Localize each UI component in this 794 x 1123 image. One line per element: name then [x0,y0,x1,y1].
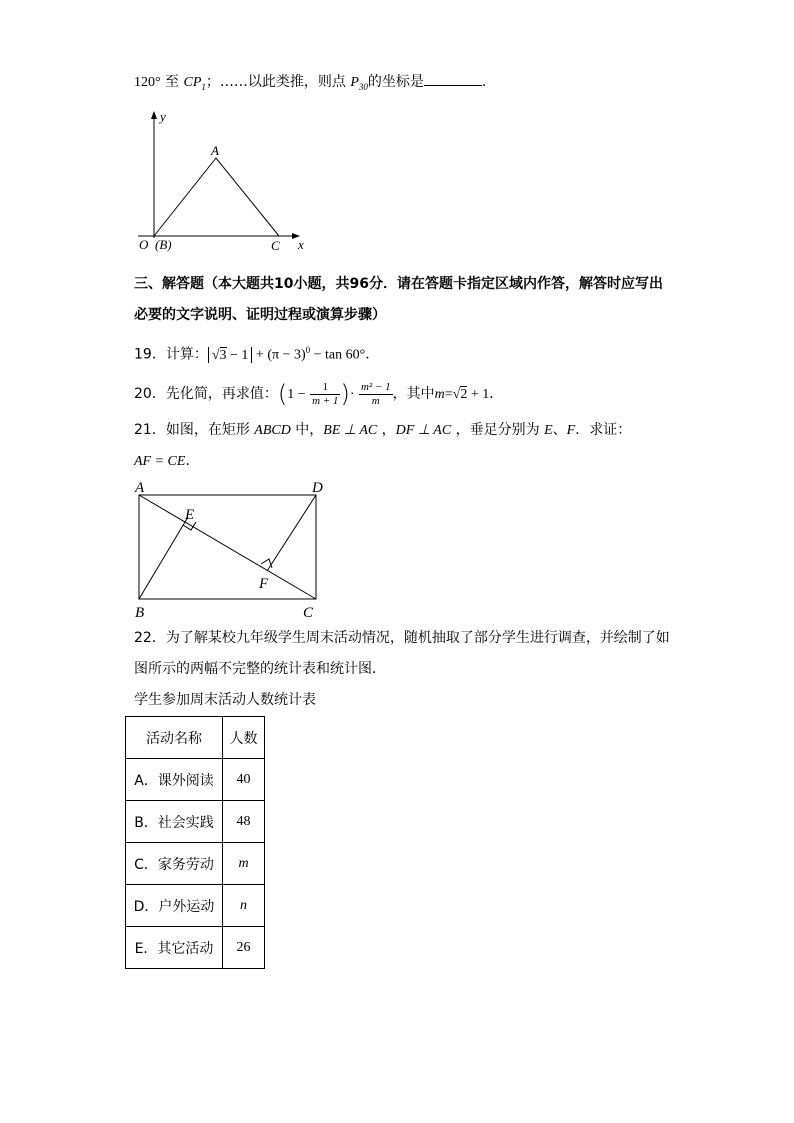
q21-text-b: 中， [290,422,324,438]
header-activity: 活动名称 [126,717,223,759]
table-row [126,759,265,801]
q18-rest: ；……以此类推，则点 [205,74,351,90]
table-row [126,927,265,969]
triangle-figure [134,108,314,258]
q21-line2-end: ． [185,453,200,469]
activity-cell: D．户外运动 [126,885,223,927]
q18-period: . [481,74,487,90]
point-b-label: (B) [155,237,172,252]
sqrt3-arg: 3 [219,347,227,363]
count-cell: 26 [223,927,265,969]
label-c: C [303,605,314,621]
activity-cell: C．家务劳动 [126,843,223,885]
label-d: D [312,480,323,496]
q21-comma: ， [377,422,396,438]
sqrt2-arg: 2 [460,387,468,402]
y-label: y [160,109,166,124]
equals-sign: = [444,387,453,402]
answer-blank [424,71,482,86]
section3-line1: 三、解答题（本大题共10小题，共96分．请在答题卡指定区域内作答，解答时应写出 [134,276,663,292]
minus-one: − 1 [226,347,249,363]
cp-sub: 1 [201,81,206,92]
to-text: 至 [160,74,184,90]
q22-line1: 22．为了解某校九年级学生周末活动情况，随机抽取了部分学生进行调查，并绘制了如 [134,630,670,646]
count-cell: 40 [223,759,265,801]
diagonal-ac [139,495,316,599]
rect-name: ABCD [254,423,291,438]
m-var: m [434,387,445,402]
table-header-row [126,717,265,759]
table-row [126,885,265,927]
label-a: A [135,480,145,496]
tan-term: − tan 60° [310,347,366,363]
foot-f: F [566,423,576,438]
q21-text-d: ．求证： [575,422,632,438]
point-a-label: A [211,143,219,158]
label-f: F [259,576,269,592]
table-row [126,843,265,885]
fraction-2-numerator: m² − 1 [360,380,391,393]
angle-text: 120° [134,75,161,90]
rectangle-figure [130,476,335,622]
one-minus: 1 − [287,387,306,402]
y-axis-arrow [151,111,157,119]
label-b: B [135,605,145,621]
foot-e: E [544,423,553,438]
count-cell: 48 [223,801,265,843]
point-o-label: O [139,237,149,252]
fraction-1 [310,381,340,408]
activity-table [125,716,265,969]
q20-period: ． [489,386,504,402]
q21-line2 [134,451,199,472]
q20-mid: ，其中 [392,386,435,402]
df-perp-ac: DF ⊥ AC [395,423,452,438]
count-cell: m [223,843,265,885]
count-cell: n [223,885,265,927]
q19-line: 19．计算： $√3 - 1 + (\pi - 3)^0 - \tan 60^\circ$． [134,345,380,363]
cp-label: CP [183,75,202,90]
activity-cell: B．社会实践 [126,801,223,843]
segment-be [139,517,188,599]
plus-sign: + [252,347,268,363]
be-perp-ac: BE ⊥ AC [323,423,378,438]
q22-line2: 图所示的两幅不完整的统计表和统计图． [134,661,386,677]
q19-period: ． [365,346,380,363]
triangle-sides [154,158,279,236]
abs-expression: √3 − 1 [208,347,253,363]
fraction-2-denominator: m [371,394,380,407]
q21-text-c: ，垂足分别为 [451,422,545,438]
p-sub: 30 [358,81,368,92]
exponent-zero: 0 [305,345,311,355]
label-e: E [185,507,195,523]
right-angle-e [183,522,196,530]
x-label: x [298,237,304,252]
fraction-1-denominator: m + 1 [312,394,339,407]
q19-num: 19．计算： [134,346,208,363]
q21-line1: 21．如图，在矩形 ABCD 中，BE ⊥ AC ，DF ⊥ AC ，垂足分别为 E、F．求证： [134,422,632,438]
fraction-2 [359,381,393,408]
activity-cell: A．课外阅读 [126,759,223,801]
q20-num: 20．先化简，再求值： [134,386,278,402]
q18-tail-line [134,71,486,97]
activity-cell: E．其它活动 [126,927,223,969]
table-title: 学生参加周末活动人数统计表 [134,692,316,708]
segment-df [267,495,316,571]
q21-text-a: 21．如图，在矩形 [134,422,255,438]
q20-line: 20．先化简，再求值：(1 − $\frac{1}{m + 1}$ )· $\frac{\text{m² − 1}}{m}$ ，其中m=√2 + 1． [134,380,504,408]
p-label: P [350,75,359,90]
table-row [126,801,265,843]
plus-one: + 1 [467,387,490,402]
section3-line2: 必要的文字说明、证明过程或演算步骤） [134,307,386,323]
point-c-label: C [271,238,280,253]
fraction-1-numerator: 1 [310,381,340,395]
pi-minus-3: π − 3 [272,347,301,363]
af-eq-ce: AF = CE [134,454,186,469]
header-count: 人数 [223,717,265,759]
q18-end: 的坐标是 [367,74,424,90]
